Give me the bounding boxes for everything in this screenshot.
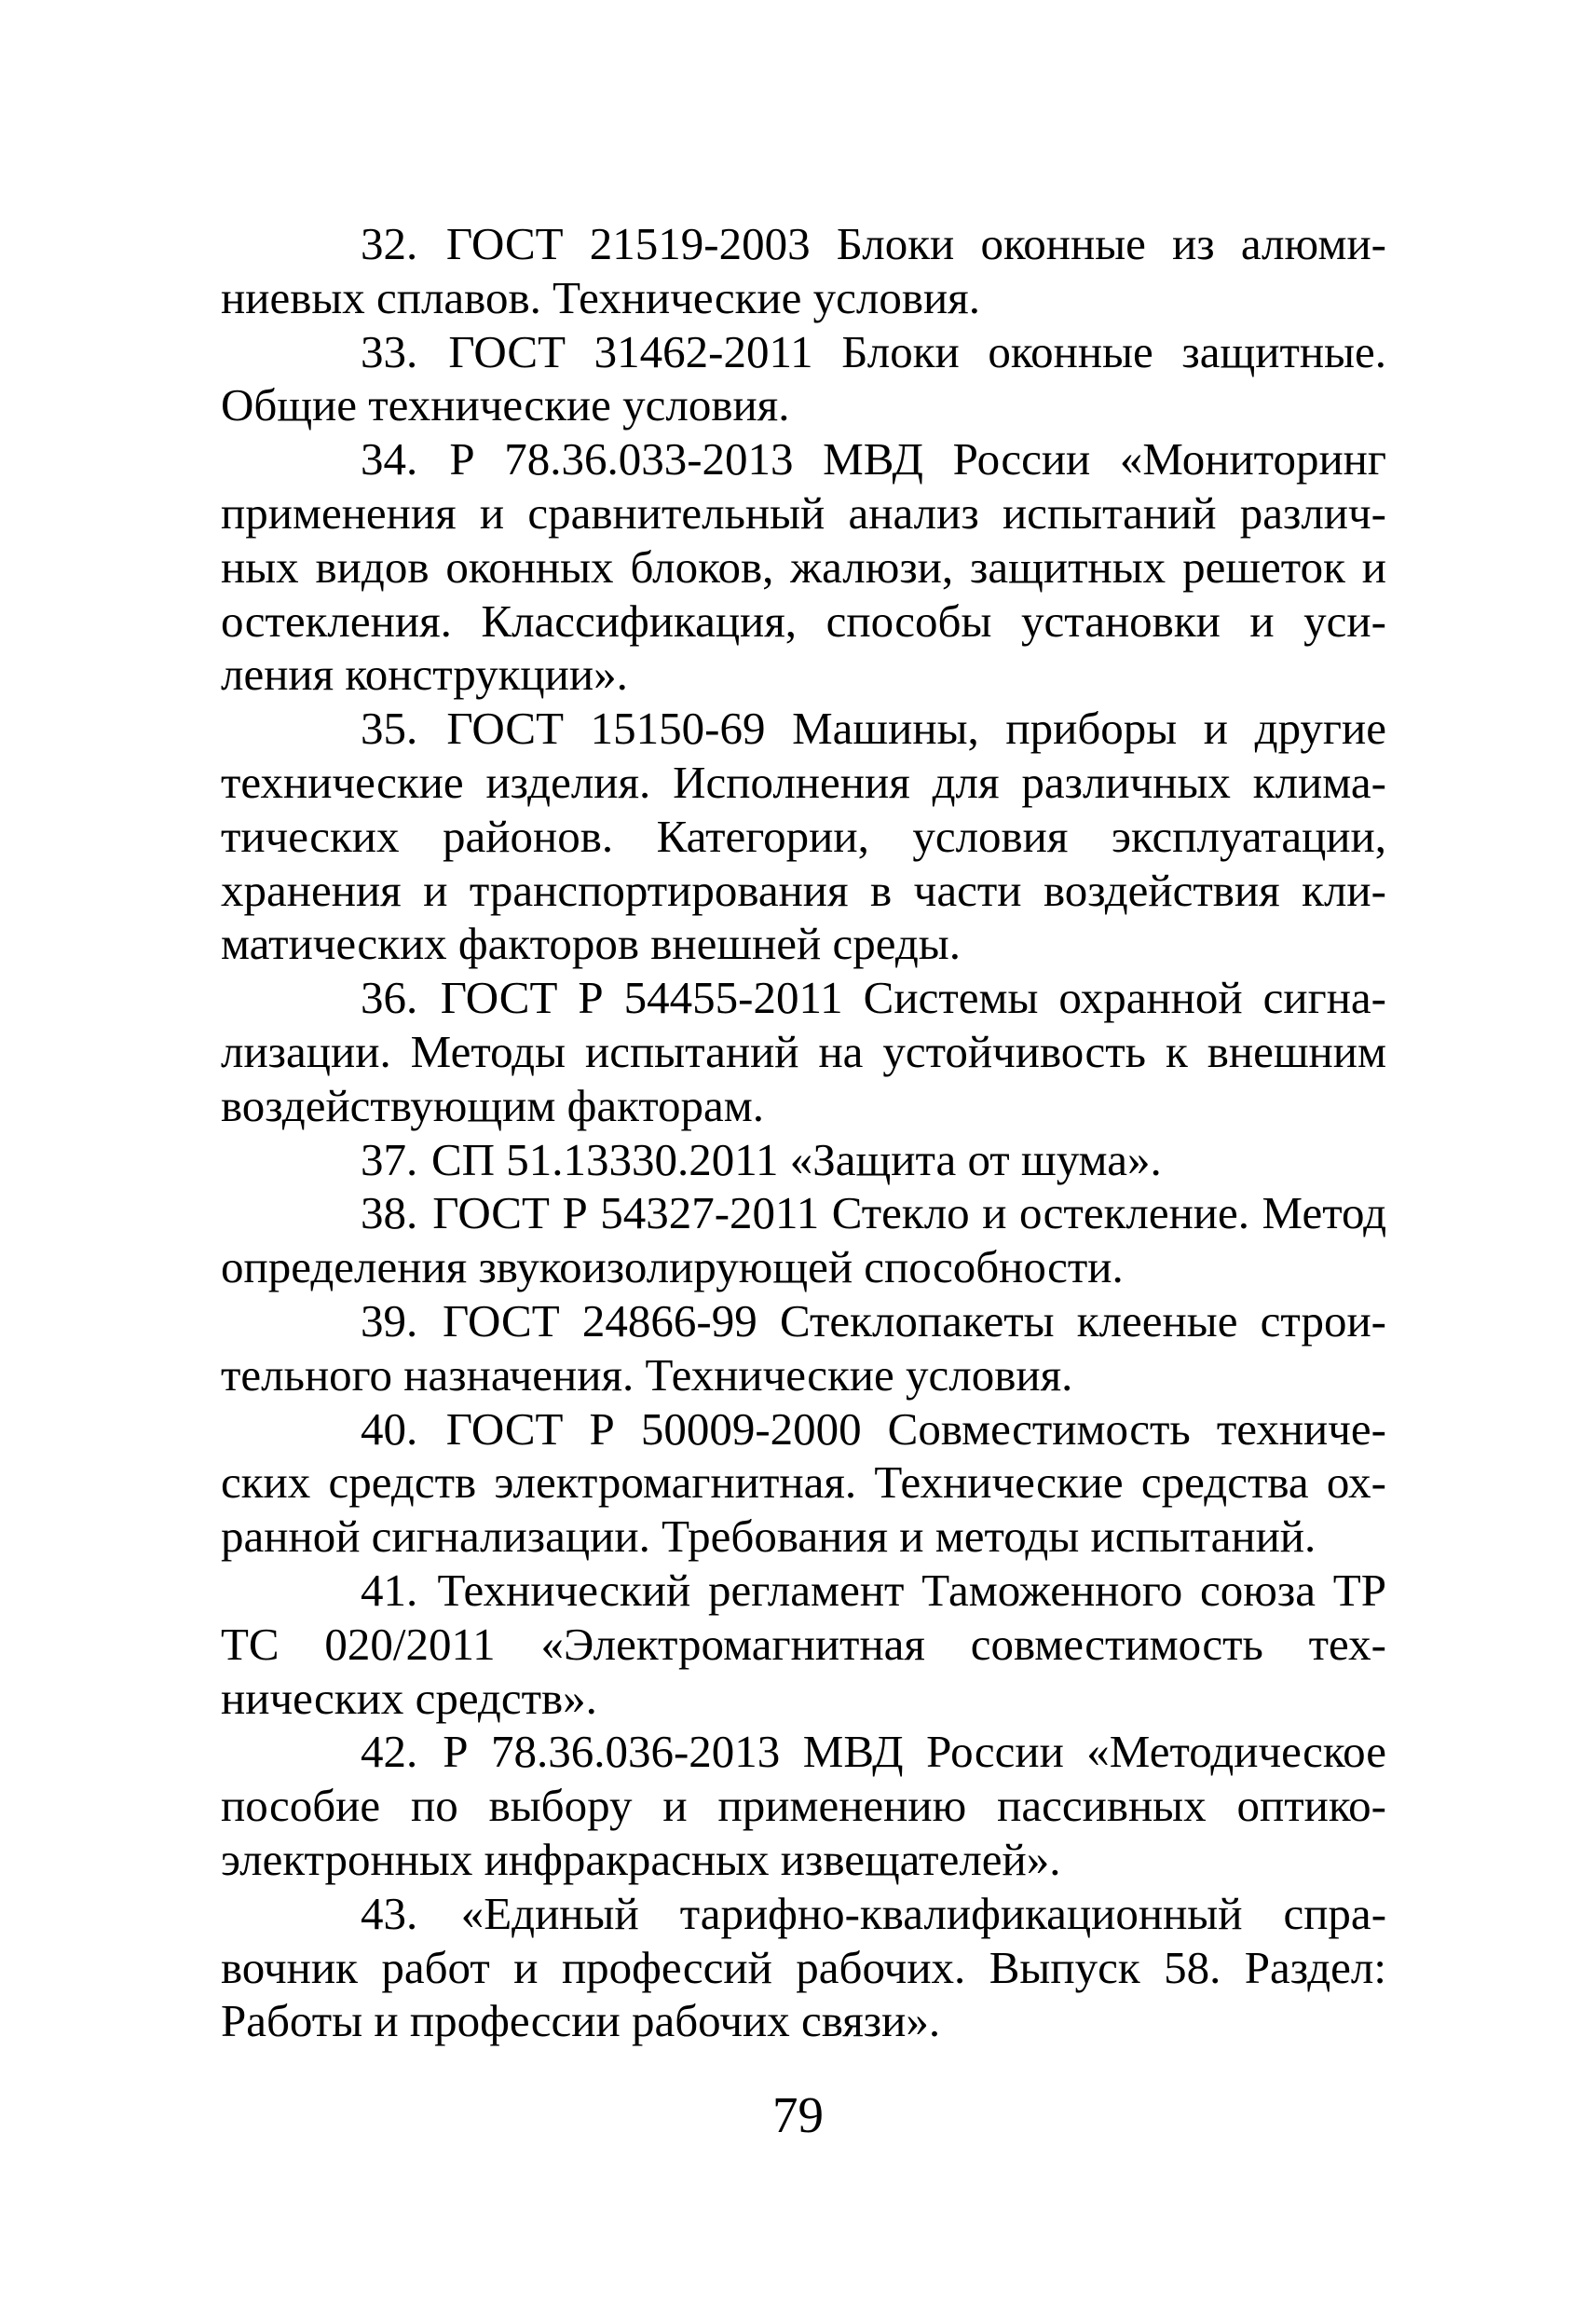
reference-number: 32. bbox=[361, 218, 418, 269]
list-item bbox=[221, 432, 1386, 702]
reference-number: 36. bbox=[361, 972, 418, 1024]
reference-number: 42. bbox=[361, 1726, 418, 1778]
list-item bbox=[221, 1402, 1386, 1564]
reference-text: Технический регламент Таможенного союза ТР ТС 020/2011 «Электромагнитная совместимость технических средств». bbox=[221, 1564, 1386, 1724]
reference-text: «Единый тарифно-квалификационный справочник работ и профессий рабочих. Выпуск 58. Раздел: Работы и профессии рабочих связи». bbox=[221, 1887, 1387, 2047]
reference-number: 33. bbox=[361, 325, 418, 377]
reference-number: 41. bbox=[361, 1564, 418, 1616]
list-item bbox=[221, 1725, 1386, 1886]
list-item bbox=[221, 325, 1386, 433]
list-item bbox=[221, 971, 1386, 1132]
reference-number: 37. bbox=[361, 1133, 418, 1185]
reference-text: ГОСТ 21519-2003 Блоки оконные из алюминиевых сплавов. Технические условия. bbox=[221, 218, 1386, 323]
reference-text: ГОСТ 24866-99 Стеклопакеты клееные строительного назначения. Технические условия. bbox=[221, 1294, 1386, 1401]
reference-text: ГОСТ Р 54327-2011 Стекло и остекление. Метод определения звукоизолирующей способности. bbox=[221, 1187, 1387, 1293]
reference-text: Р 78.36.033-2013 МВД России «Мониторинг применения и сравнительный анализ испытаний различных видов оконных блоков, жалюзи, защитных решеток и остекления. Классификация, способы установки и усиления конструкции». bbox=[221, 433, 1386, 701]
list-item bbox=[221, 1887, 1386, 2048]
list-item bbox=[221, 702, 1386, 971]
reference-text: ГОСТ 31462-2011 Блоки оконные защитные. Общие технические условия. bbox=[221, 325, 1387, 431]
list-item bbox=[221, 1294, 1386, 1402]
reference-text: ГОСТ Р 54455-2011 Системы охранной сигнализации. Методы испытаний на устойчивость к внешним воздействующим факторам. bbox=[221, 972, 1386, 1131]
list-item bbox=[221, 1186, 1386, 1294]
reference-text: ГОСТ Р 50009-2000 Совместимость технических средств электромагнитная. Технические средства охранной сигнализации. Требования и методы испытаний. bbox=[221, 1402, 1386, 1563]
reference-number: 40. bbox=[361, 1402, 418, 1455]
reference-list bbox=[221, 217, 1386, 2048]
reference-number: 43. bbox=[361, 1887, 418, 1939]
list-item bbox=[221, 217, 1386, 325]
reference-number: 34. bbox=[361, 433, 418, 485]
reference-number: 39. bbox=[361, 1294, 418, 1346]
list-item bbox=[221, 1564, 1386, 1725]
reference-number: 38. bbox=[361, 1187, 418, 1239]
reference-text: Р 78.36.036-2013 МВД России «Методическое пособие по выбору и применению пассивных оптико-электронных инфракрасных извещателей». bbox=[221, 1726, 1387, 1885]
reference-number: 35. bbox=[361, 703, 418, 755]
list-item bbox=[221, 1133, 1386, 1187]
page-number: 79 bbox=[772, 2086, 824, 2143]
reference-text: ГОСТ 15150-69 Машины, приборы и другие технические изделия. Исполнения для различных климатических районов. Категории, условия эксплуатации, хранения и транспортирования в части воздействия климатических факторов внешней среды. bbox=[221, 703, 1386, 970]
reference-text: СП 51.13330.2011 «Защита от шума». bbox=[430, 1133, 1162, 1185]
